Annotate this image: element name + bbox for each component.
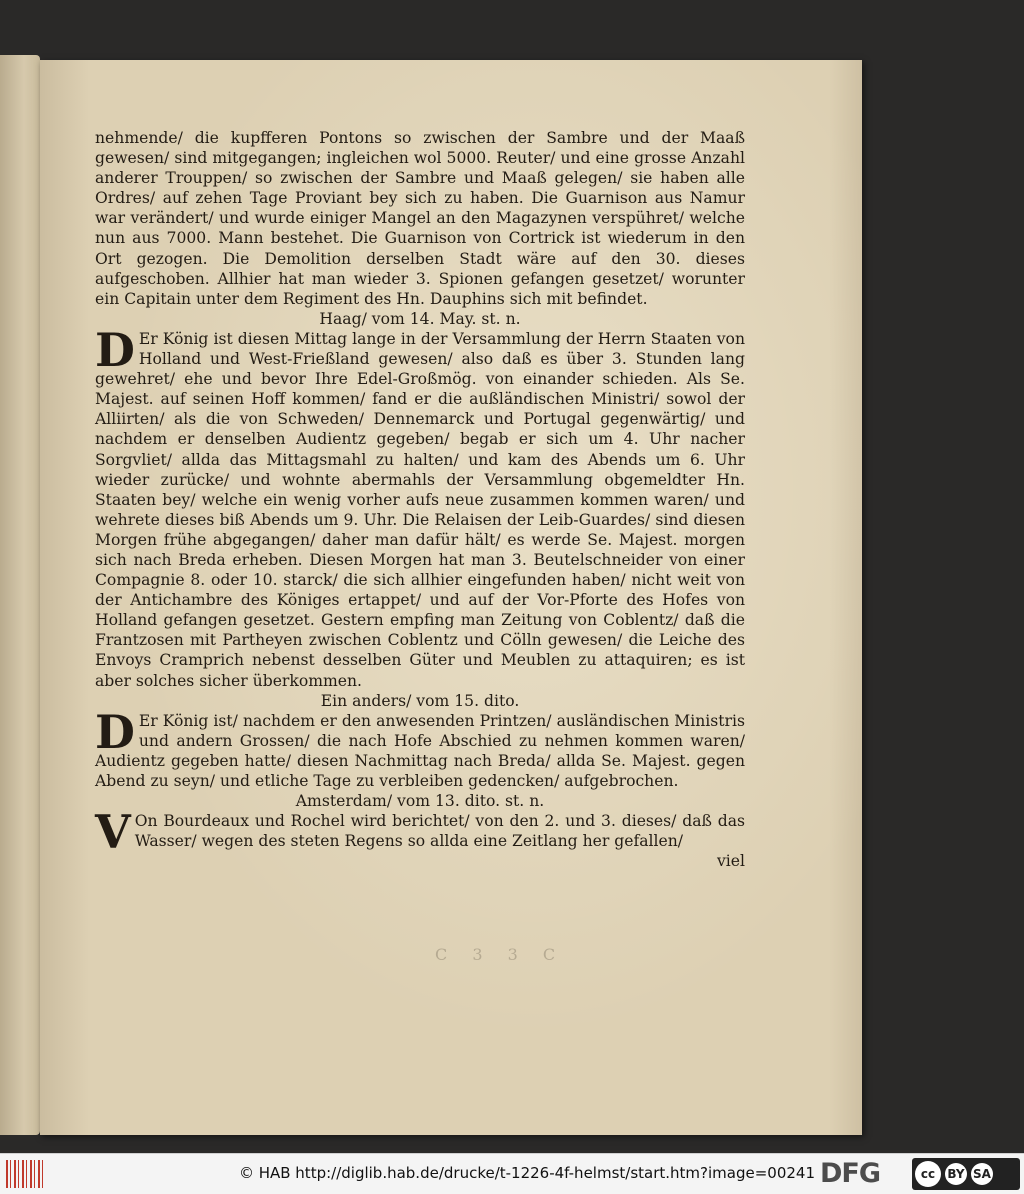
- paragraph-3: [95, 704, 745, 791]
- heading-ein-anders: Ein anders/ vom 15. dito.: [320, 691, 520, 710]
- initial-letter: D: [95, 322, 135, 377]
- source-link[interactable]: © HAB http://diglib.hab.de/drucke/t-1226-4f-helmst/start.htm?image=00241: [238, 1164, 815, 1182]
- cc-license-badge[interactable]: [912, 1158, 1020, 1190]
- cc-icon: cc: [915, 1161, 941, 1187]
- paragraph-3-text: Er König ist/ nachdem er den anwesenden Printzen/ ausländischen Ministris und andern Grossen/ die nach Hofe Abschied zu nehmen kommen waren/ Audientz gegeben hatte/ diesen Nachmittag nach Breda/ allda Se. Majest. gegen Abend zu seyn/ und etliche Tage zu verbleiben gedencken/ aufgebrochen.: [95, 711, 745, 790]
- book-page: [40, 60, 862, 1135]
- footer-bar: [0, 1153, 1024, 1194]
- previous-page-edge: [0, 55, 40, 1135]
- heading-amsterdam: Amsterdam/ vom 13. dito. st. n.: [295, 792, 545, 811]
- paragraph-4: [95, 805, 745, 860]
- paragraph-1: nehmende/ die kupfferen Pontons so zwischen der Sambre und der Maaß gewesen/ sind mitgegangen; ingleichen wol 5000. Reuter/ und eine grosse Anzahl anderer Trouppen/ so zwischen der Sambre und Maaß gelegen/ sie haben alle Ordres/ auf zehen Tage Proviant bey sich zu haben. Die Guarnison aus Namur war verändert/ und wurde einiger Mangel an den Magazynen verspühret/ welche nun aus 7000. Mann bestehet. Die Guarnison von Cortrick ist wiederum in den Ort gezogen. Die Demolition derselben Stadt wäre auf den 30. dieses aufgeschoben. Allhier hat man wieder 3. Spionen gefangen gesetzet/ worunter ein Capitain unter dem Regiment des Hn. Dauphins sich mit befindet.: [95, 129, 745, 308]
- initial-letter: V: [95, 805, 131, 860]
- paragraph-2-text: Er König ist diesen Mittag lange in der Versammlung der Herrn Staaten von Holland und West-Frießland gewesen/ also daß es über 3. Stunden lang gewehret/ ehe und bevor Ihre Edel-Großmög. von einander schieden. Als Se. Majest. auf seinen Hoff kommen/ fand er die außländischen Ministri/ sowol der Alliirten/ als die von Schweden/ Dennemarck und Portugal gegenwärtig/ und nachdem er denselben Audientz gegeben/ begab er sich um 4. Uhr nacher Sorgvliet/ allda das Mittagsmahl zu halten/ und kam des Abends um 6. Uhr wieder zurücke/ und wohnte abermahls der Versammlung obgemeldter Hn. Staaten bey/ welche ein wenig vorher aufs neue zusammen kommen waren/ und wehrete dieses biß Abends um 9. Uhr. Die Relaisen der Leib-Guardes/ sind diesen Morgen frühe abgegangen/ daher man dafür hält/ es werde Se. Majest. morgen sich nach Breda erheben. Diesen Morgen hat man 3. Beutelschneider von einer Compagnie 8. oder 10. starck/ die sich allhier eingefunden haben/ nicht weit von der Antichambre des Königes ertappet/ und auf der Vor-Pforte des Hofes von Holland gefangen gesetzet. Gestern empfing man Zeitung von Coblentz/ daß die Frantzosen mit Partheyen zwischen Coblentz und Cölln gewesen/ die Leiche des Envoys Cramprich nebenst desselben Güter und Meublen zu attaquiren; es ist aber solches sicher überkommen.: [95, 329, 745, 690]
- sa-icon: SA: [971, 1163, 993, 1185]
- by-icon: BY: [945, 1163, 967, 1185]
- catchword: viel: [716, 852, 745, 871]
- page-text: [95, 128, 745, 871]
- heading-haag: Haag/ vom 14. May. st. n.: [319, 309, 521, 328]
- signature-mark: C 3 3 C: [435, 945, 566, 964]
- paragraph-2: [95, 322, 745, 691]
- initial-letter: D: [95, 704, 135, 759]
- dfg-logo: DFG: [820, 1158, 881, 1189]
- paragraph-4-text: On Bourdeaux und Rochel wird berichtet/ von den 2. und 3. dieses/ daß das Wasser/ wegen des steten Regens so allda eine Zeitlang her gefallen/: [134, 812, 745, 851]
